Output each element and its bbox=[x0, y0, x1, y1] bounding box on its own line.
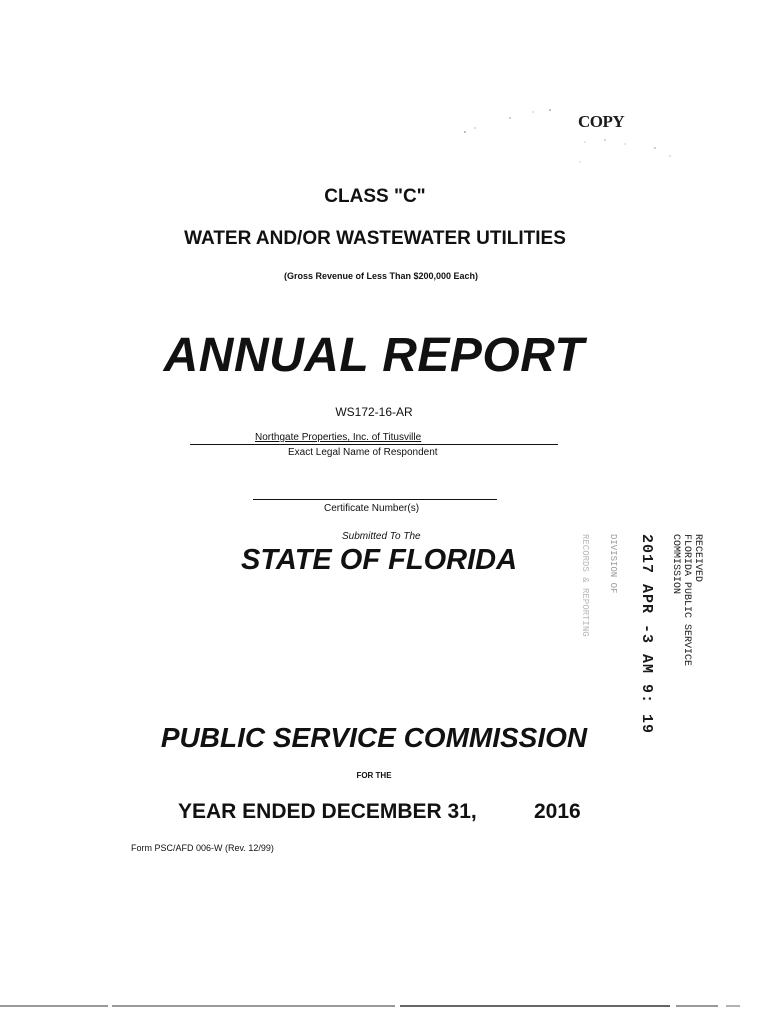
respondent-name-rule bbox=[190, 444, 558, 445]
utilities-title: WATER AND/OR WASTEWATER UTILITIES bbox=[184, 228, 566, 249]
scan-specks bbox=[455, 100, 685, 180]
received-records: RECORDS & REPORTING bbox=[580, 534, 590, 637]
commission-title: PUBLIC SERVICE COMMISSION bbox=[160, 722, 588, 753]
year-ended-label: YEAR ENDED DECEMBER 31, bbox=[178, 800, 477, 823]
report-id: WS172-16-AR bbox=[335, 405, 413, 419]
respondent-name-caption: Exact Legal Name of Respondent bbox=[288, 447, 438, 458]
scan-bottom-edge bbox=[0, 1005, 770, 1007]
received-line-1: RECEIVED bbox=[692, 534, 703, 583]
received-date: 2017 APR -3 AM 9: 19 bbox=[638, 534, 655, 735]
copy-stamp: COPY bbox=[578, 112, 625, 131]
received-stamp-agency bbox=[670, 534, 703, 666]
received-division: DIVISION OF bbox=[608, 534, 618, 594]
report-title: ANNUAL REPORT bbox=[163, 329, 585, 382]
received-stamp bbox=[578, 534, 703, 735]
submitted-to-label: Submitted To The bbox=[342, 531, 421, 542]
received-line-3: COMMISSION bbox=[670, 534, 681, 595]
respondent-name: Northgate Properties, Inc. of Titusville bbox=[255, 432, 422, 443]
state-title: STATE OF FLORIDA bbox=[241, 544, 518, 576]
year-value: 2016 bbox=[534, 800, 581, 823]
received-line-2: FLORIDA PUBLIC SERVICE bbox=[681, 534, 692, 667]
for-the-label: FOR THE bbox=[356, 771, 392, 780]
form-reference: Form PSC/AFD 006-W (Rev. 12/99) bbox=[131, 843, 274, 853]
certificate-caption: Certificate Number(s) bbox=[324, 503, 420, 514]
class-label: CLASS "C" bbox=[324, 186, 426, 207]
certificate-rule bbox=[253, 499, 497, 500]
revenue-note: (Gross Revenue of Less Than $200,000 Each) bbox=[283, 271, 479, 281]
